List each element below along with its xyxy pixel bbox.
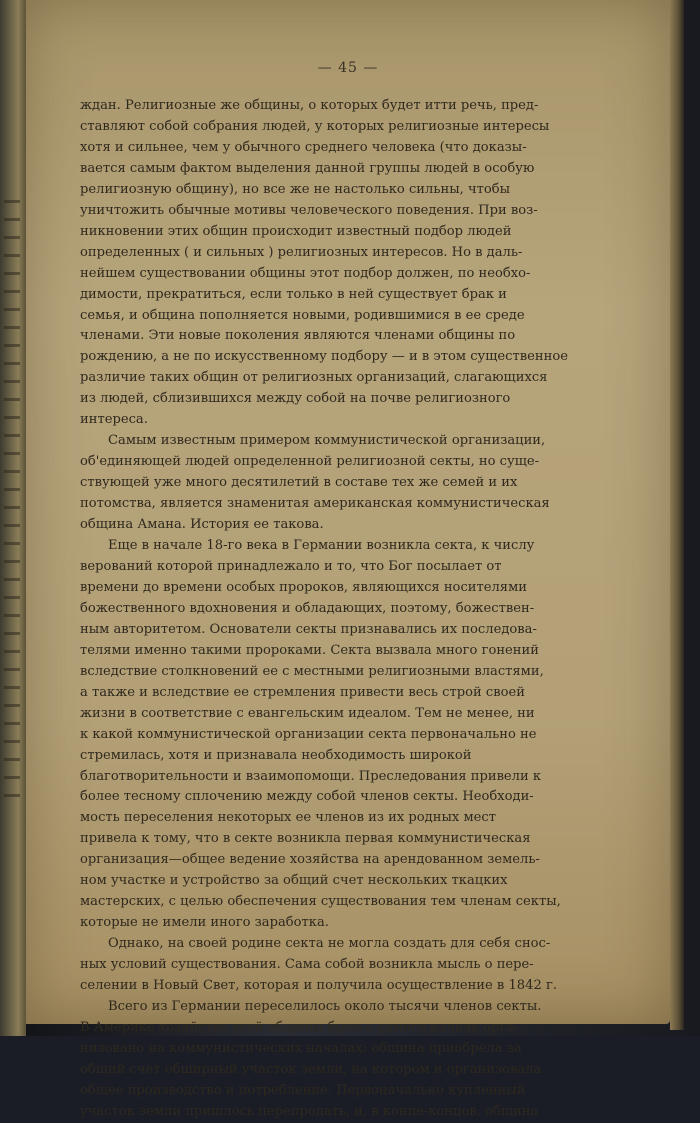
text-line: община Амана. История ее такова. bbox=[80, 517, 324, 533]
book-page bbox=[26, 0, 670, 1119]
text-line: жизни в соответствие с евангельским идеалом. Тем не менее, ни bbox=[80, 705, 535, 721]
text-line: членами. Эти новые поколения являются членами общины по bbox=[80, 328, 516, 344]
text-line: стремилась, хотя и признавала необходимость широкой bbox=[80, 747, 472, 763]
text-line: более тесному сплочению между собой членов секты. Необходи- bbox=[80, 789, 534, 805]
text-line: вследствие столкновений ее с местными религиозными властями, bbox=[80, 663, 544, 679]
text-line: никновении этих общин происходит известный подбор людей bbox=[80, 223, 512, 239]
text-line: различие таких общин от религиозных организаций, слагающихся bbox=[80, 370, 548, 386]
text-line: потомства, является знаменитая американская коммунистическая bbox=[80, 496, 550, 512]
text-line: ных условий существования. Сама собой возникла мысль о пере- bbox=[80, 957, 534, 973]
adjacent-page-text-marks bbox=[4, 200, 20, 800]
body-text bbox=[80, 96, 602, 1123]
page-number: — 45 — bbox=[317, 60, 379, 76]
text-line: общее производство и потребление. Первоначально купленный bbox=[80, 1082, 526, 1098]
text-line: которые не имели иного заработка. bbox=[80, 915, 329, 931]
text-line: к какой коммунистической организации секта первоначально не bbox=[80, 726, 537, 742]
page-stack-edge bbox=[670, 0, 684, 1030]
text-line: божественного вдохновения и обладающих, поэтому, божествен- bbox=[80, 600, 535, 616]
text-line: определенных ( и сильных ) религиозных интересов. Но в даль- bbox=[80, 244, 523, 260]
text-line: ставляют собой собрания людей, у которых религиозные интересы bbox=[80, 118, 550, 134]
text-line: мастерских, с целью обеспечения существования тем членам секты, bbox=[80, 894, 561, 910]
text-line: привела к тому, что в секте возникла первая коммунистическая bbox=[80, 831, 531, 847]
text-line: нейшем существовании общины этот подбор должен, по необхо- bbox=[80, 265, 531, 281]
text-line: верований которой принадлежало и то, что Бог посылает от bbox=[80, 558, 502, 574]
paragraph-start-line: Однако, на своей родине секта не могла создать для себя снос- bbox=[108, 936, 551, 952]
text-line: ным авторитетом. Основатели секты признавались их последова- bbox=[80, 621, 537, 637]
text-line: хотя и сильнее, чем у обычного среднего человека (что доказы- bbox=[80, 139, 527, 155]
text-line: об'единяющей людей определенной религиозной секты, но суще- bbox=[80, 454, 540, 470]
text-line: димости, прекратиться, если только в ней существует брак и bbox=[80, 286, 507, 302]
text-line: вается самым фактом выделения данной группы людей в особую bbox=[80, 160, 535, 176]
text-line: интереса. bbox=[80, 412, 148, 428]
paragraph-start-line: Всего из Германии переселилось около тысячи членов секты. bbox=[108, 998, 542, 1014]
paragraph-start-line: Самым известным примером коммунистической организации, bbox=[108, 433, 546, 449]
text-line: благотворительности и взаимопомощи. Преследования привели к bbox=[80, 768, 542, 784]
text-line: ждан. Религиозные же общины, о которых будет итти речь, пред- bbox=[80, 98, 539, 113]
text-line: телями именно такими пророками. Секта вызвала много гонений bbox=[80, 642, 539, 658]
text-line: селении в Новый Свет, которая и получила осуществление в 1842 г. bbox=[80, 978, 557, 994]
paragraph-start-line: Еще в начале 18-го века в Германии возникла секта, к числу bbox=[108, 538, 535, 554]
text-line: религиозную общину), но все же не настолько сильны, чтобы bbox=[80, 181, 511, 197]
text-line: общий счет обширный участок земли, на котором и организовала bbox=[80, 1061, 542, 1077]
text-line: уничтожить обычные мотивы человеческого поведения. При воз- bbox=[80, 202, 538, 218]
text-line: низовано на коммунистических началах: община приобрела за bbox=[80, 1040, 522, 1056]
text-line: ствующей уже много десятилетий в составе тех же семей и их bbox=[80, 475, 518, 491]
text-line: из людей, сблизившихся между собой на почве религиозного bbox=[80, 391, 511, 407]
text-line: В Америке хозяйство всей общины было с самого начала орга- bbox=[80, 1019, 519, 1035]
text-line: рождению, а не по искусственному подбору — и в этом существенное bbox=[80, 349, 568, 365]
text-line: семья, и община пополняется новыми, родившимися в ее среде bbox=[80, 307, 525, 323]
text-line: ном участке и устройство за общий счет нескольких ткацких bbox=[80, 873, 508, 889]
adjacent-page-edge bbox=[0, 0, 26, 1036]
text-line: участок земли пришлось перепродать, и, в конце-концов, община bbox=[80, 1103, 539, 1119]
text-line: времени до времени особых пророков, являющихся носителями bbox=[80, 579, 527, 595]
text-line: мость переселения некоторых ее членов из их родных мест bbox=[80, 810, 496, 826]
text-line: организация—общее ведение хозяйства на арендованном земель- bbox=[80, 852, 540, 868]
text-line: а также и вследствие ее стремления привести весь строй своей bbox=[80, 684, 525, 700]
